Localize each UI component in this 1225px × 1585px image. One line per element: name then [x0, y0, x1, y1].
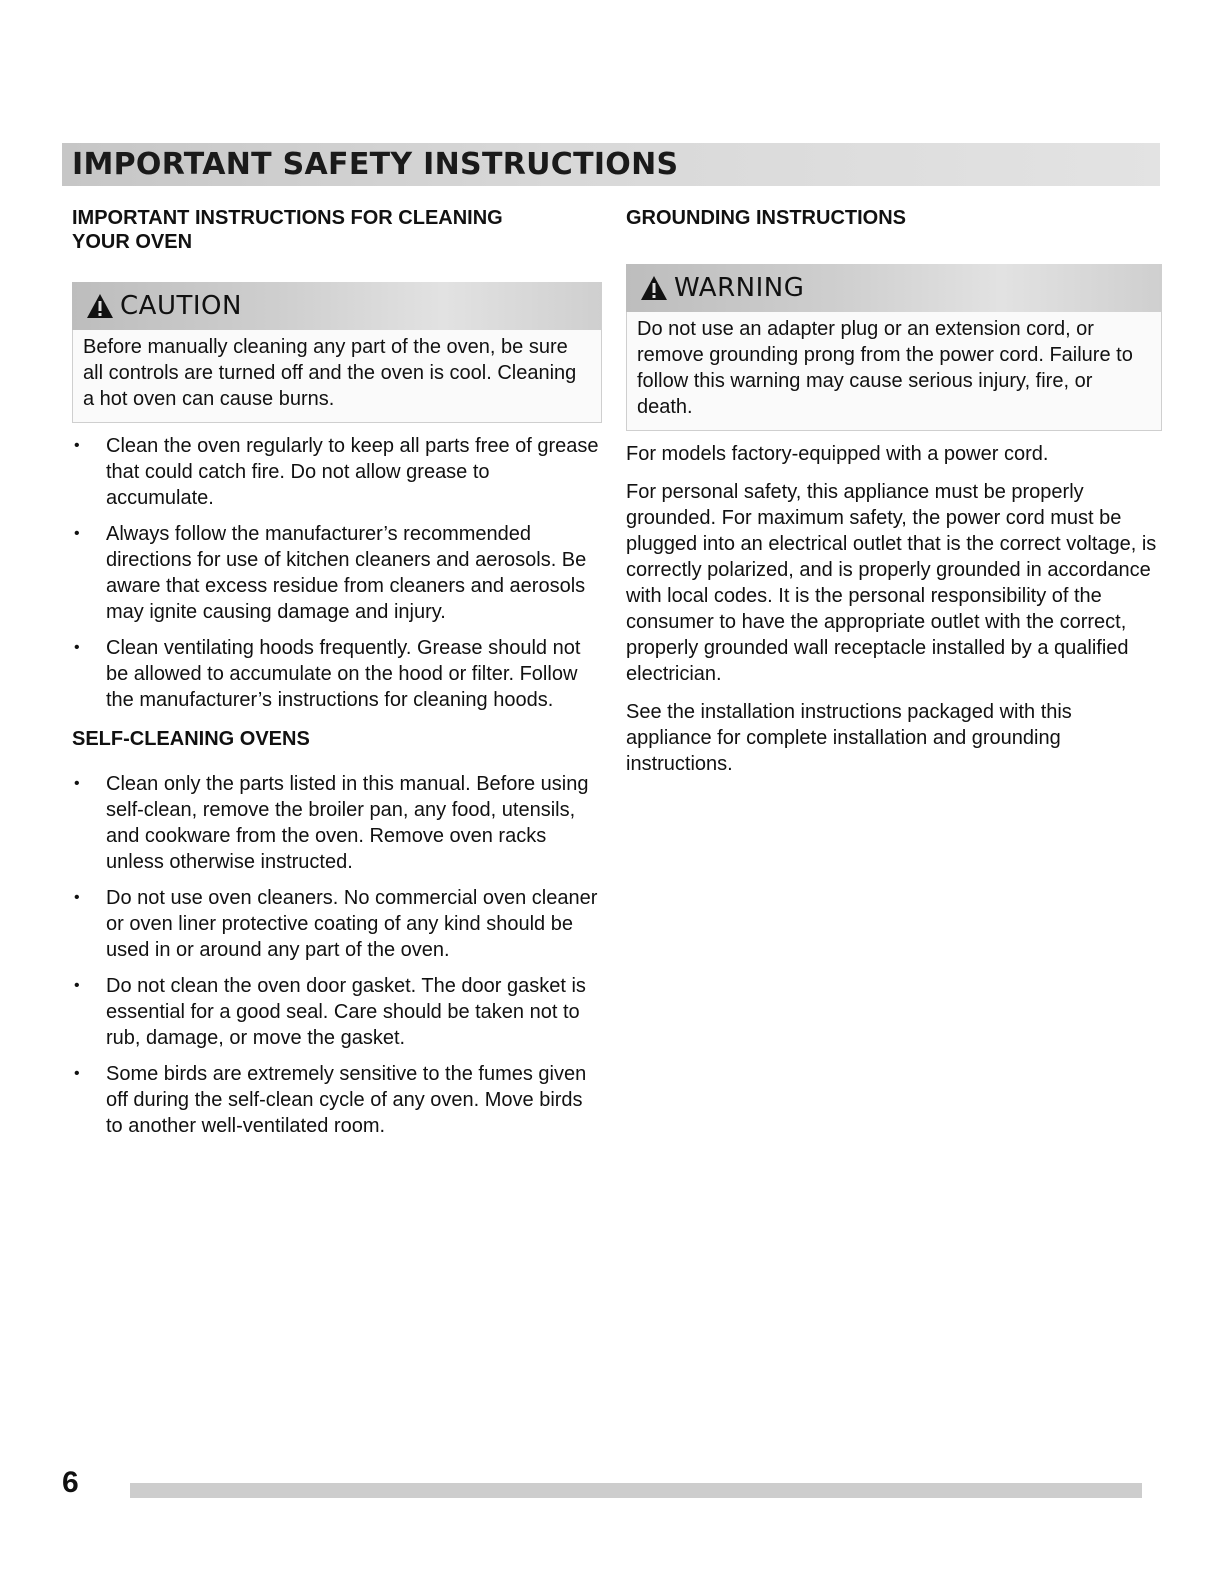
list-item: • Always follow the manufacturer’s recommended directions for use of kitchen cleaners and aerosols. Be aware that excess residue from cleaners and aerosols may ignite causing damage and injury.: [74, 523, 587, 623]
page-title: IMPORTANT SAFETY INSTRUCTIONS: [72, 147, 679, 182]
caution-box: [72, 282, 602, 423]
cleaning-heading: IMPORTANT INSTRUCTIONS FOR CLEANING YOUR OVEN: [72, 207, 503, 253]
cleaning-bullet-list: [72, 433, 602, 713]
list-item: • Some birds are extremely sensitive to the fumes given off during the self-clean cycle of any oven. Move birds to another well-ventilated room.: [74, 1063, 587, 1137]
paragraph: For personal safety, this appliance must be properly grounded. For maximum safety, the power cord must be plugged into an electrical outlet that is the correct voltage, is correctly polarized, and is properly grounded in accordance with local codes. It is the personal responsibility of the consumer to have the appropriate outlet with the correct, properly grounded wall receptacle installed by a qualified electrician.: [626, 481, 1157, 685]
self-cleaning-bullet-list: [72, 771, 602, 1139]
paragraph: See the installation instructions packaged with this appliance for complete installation and grounding instructions.: [626, 701, 1072, 775]
left-column: [72, 206, 602, 1149]
caution-header: [72, 282, 602, 330]
warning-text: Do not use an adapter plug or an extension cord, or remove grounding prong from the power cord. Failure to follow this warning may cause serious injury, fire, or death.: [626, 312, 1162, 431]
warning-triangle-icon: [640, 275, 668, 301]
warning-header: [626, 264, 1162, 312]
caution-label: CAUTION: [120, 291, 242, 321]
warning-label: WARNING: [674, 273, 805, 303]
paragraph: For models factory-equipped with a power cord.: [626, 443, 1049, 465]
page-banner: [62, 143, 1160, 186]
caution-text: Before manually cleaning any part of the oven, be sure all controls are turned off and the oven is cool. Cleaning a hot oven can cause burns.: [72, 330, 602, 423]
list-item: • Clean ventilating hoods frequently. Grease should not be allowed to accumulate on the hood or filter. Follow the manufacturer’s instructions for cleaning hoods.: [74, 637, 581, 711]
right-column: [626, 206, 1162, 789]
self-cleaning-heading: SELF-CLEANING OVENS: [72, 728, 310, 750]
footer-bar: [130, 1483, 1142, 1498]
grounding-heading: GROUNDING INSTRUCTIONS: [626, 207, 906, 229]
warning-triangle-icon: [86, 293, 114, 319]
page-number: 6: [62, 1466, 79, 1499]
list-item: • Do not clean the oven door gasket. The door gasket is essential for a good seal. Care should be taken not to rub, damage, or move the gasket.: [74, 975, 586, 1049]
list-item: • Do not use oven cleaners. No commercial oven cleaner or oven liner protective coating of any kind should be used in or around any part of the oven.: [74, 887, 598, 961]
list-item: • Clean only the parts listed in this manual. Before using self-clean, remove the broiler pan, any food, utensils, and cookware from the oven. Remove oven racks unless otherwise instructed.: [74, 773, 589, 873]
grounding-body: [626, 441, 1162, 777]
list-item: • Clean the oven regularly to keep all parts free of grease that could catch fire. Do not allow grease to accumulate.: [74, 435, 599, 509]
warning-box: [626, 264, 1162, 431]
